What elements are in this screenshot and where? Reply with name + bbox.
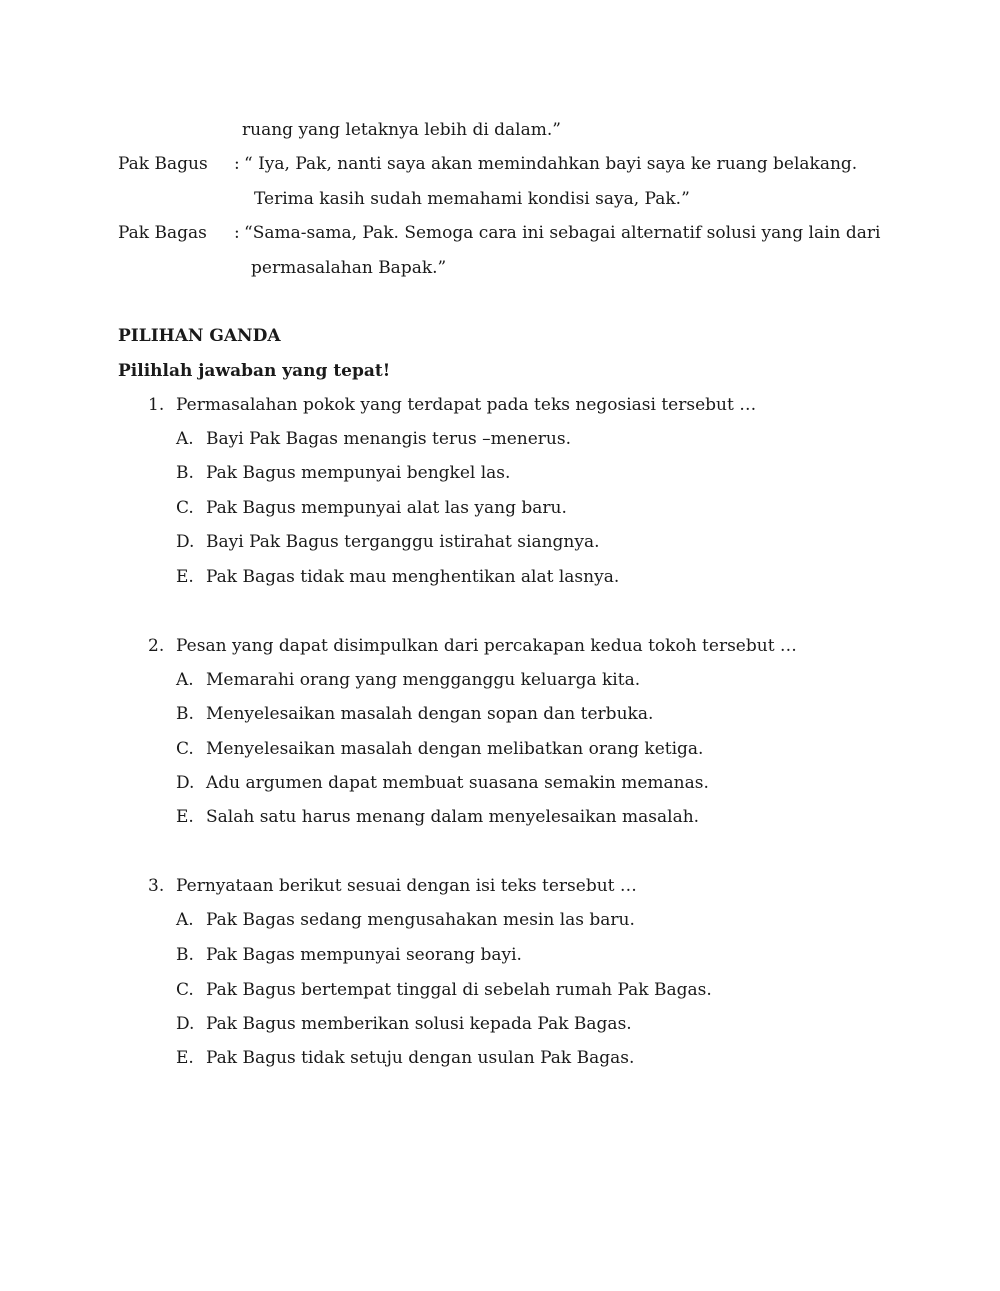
dialogue-line-text: “ Iya, Pak, nanti saya akan memindahkan bayi saya ke ruang belakang. <box>244 154 858 174</box>
option-text: Pak Bagus mempunyai bengkel las. <box>206 463 511 483</box>
option-text: Bayi Pak Bagas menangis terus –menerus. <box>206 429 572 449</box>
option-text: Adu argumen dapat membuat suasana semakin memanas. <box>206 773 709 793</box>
option-letter: C. <box>176 739 194 759</box>
option-letter: B. <box>176 945 194 965</box>
option-text: Salah satu harus menang dalam menyelesaikan masalah. <box>206 807 700 827</box>
option-text: Pak Bagus bertempat tinggal di sebelah rumah Pak Bagas. <box>206 980 712 1000</box>
option-text: Menyelesaikan masalah dengan melibatkan orang ketiga. <box>206 739 704 759</box>
dialogue-separator: : <box>234 223 240 243</box>
option-text: Pak Bagus tidak setuju dengan usulan Pak Bagas. <box>206 1048 635 1068</box>
question-text: Pernyataan berikut sesuai dengan isi teks tersebut … <box>176 876 637 896</box>
option-letter: D. <box>176 1014 195 1034</box>
dialogue-continuation: ruang yang letaknya lebih di dalam.” <box>242 120 561 140</box>
question-number: 1. <box>148 395 165 415</box>
option-letter: C. <box>176 980 194 1000</box>
option-letter: C. <box>176 498 194 518</box>
dialogue-line-text: permasalahan Bapak.” <box>251 258 447 278</box>
option-letter: B. <box>176 704 194 724</box>
section-instruction: Pilihlah jawaban yang tepat! <box>118 361 391 381</box>
option-text: Bayi Pak Bagus terganggu istirahat siangnya. <box>206 532 600 552</box>
option-letter: D. <box>176 532 195 552</box>
section-title: PILIHAN GANDA <box>118 326 281 346</box>
option-text: Pak Bagas mempunyai seorang bayi. <box>206 945 522 965</box>
question-number: 3. <box>148 876 165 896</box>
option-letter: E. <box>176 807 194 827</box>
option-letter: A. <box>176 429 194 449</box>
option-text: Pak Bagus memberikan solusi kepada Pak Bagas. <box>206 1014 632 1034</box>
speaker-pak-bagus: Pak Bagus <box>118 154 208 174</box>
option-text: Pak Bagas tidak mau menghentikan alat lasnya. <box>206 567 620 587</box>
option-letter: E. <box>176 1048 194 1068</box>
option-text: Pak Bagas sedang mengusahakan mesin las baru. <box>206 910 635 930</box>
option-letter: D. <box>176 773 195 793</box>
question-text: Permasalahan pokok yang terdapat pada teks negosiasi tersebut … <box>176 395 757 415</box>
dialogue-line-text: “Sama-sama, Pak. Semoga cara ini sebagai alternatif solusi yang lain dari <box>244 223 881 243</box>
option-text: Menyelesaikan masalah dengan sopan dan terbuka. <box>206 704 654 724</box>
option-text: Memarahi orang yang mengganggu keluarga kita. <box>206 670 641 690</box>
option-text: Pak Bagus mempunyai alat las yang baru. <box>206 498 567 518</box>
option-letter: A. <box>176 910 194 930</box>
dialogue-line-text: Terima kasih sudah memahami kondisi saya, Pak.” <box>254 189 690 209</box>
option-letter: B. <box>176 463 194 483</box>
question-number: 2. <box>148 636 165 656</box>
speaker-pak-bagas: Pak Bagas <box>118 223 207 243</box>
question-text: Pesan yang dapat disimpulkan dari percakapan kedua tokoh tersebut … <box>176 636 797 656</box>
option-letter: E. <box>176 567 194 587</box>
option-letter: A. <box>176 670 194 690</box>
dialogue-separator: : <box>234 154 240 174</box>
